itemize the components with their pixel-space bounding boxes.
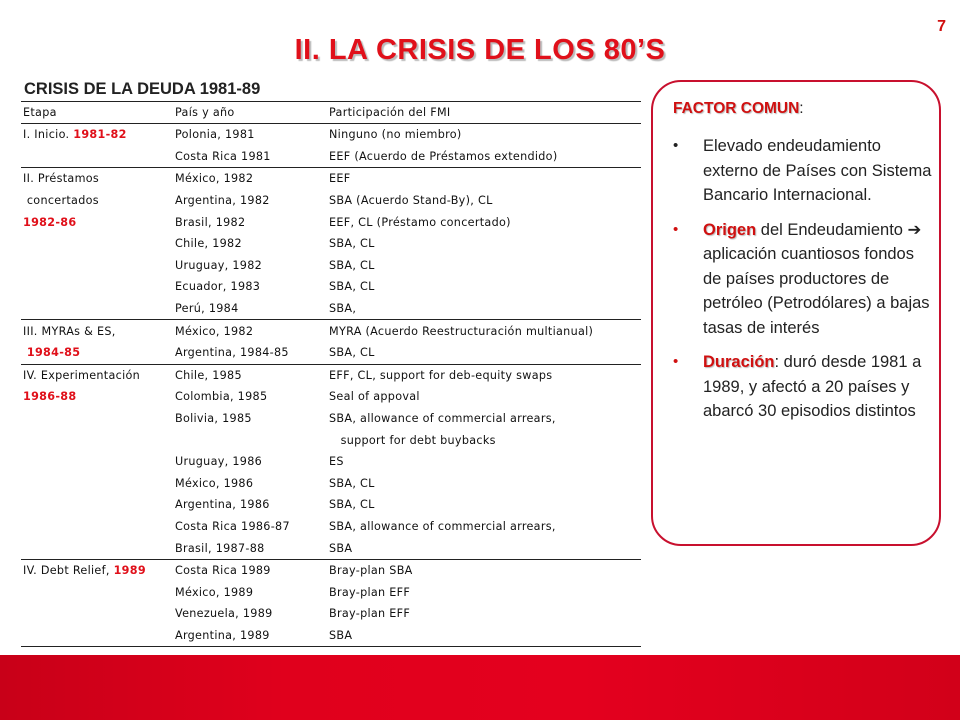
- cell-fmi: EEF: [327, 168, 641, 190]
- cell-pais: Argentina, 1982: [175, 194, 270, 208]
- table-row: [21, 168, 641, 190]
- cell-pais: Venezuela, 1989: [175, 607, 273, 621]
- cell-fmi: SBA, CL: [329, 237, 375, 251]
- etapa-years: 1989: [113, 564, 146, 578]
- cell-etapa: [21, 211, 173, 233]
- cell-fmi: SBA, CL: [329, 280, 375, 294]
- factor-bullet-1: [671, 134, 935, 208]
- column-header-etapa: Etapa: [21, 102, 173, 124]
- cell-pais: Polonia, 1981: [175, 128, 255, 142]
- cell-pais: Argentina, 1984-85: [175, 346, 289, 360]
- table-row: [21, 276, 641, 298]
- cell-fmi: SBA, CL: [329, 498, 375, 512]
- factor-bullet-2: [671, 218, 935, 341]
- cell-fmi: Ninguno (no miembro): [329, 128, 462, 142]
- cell-fmi: SBA: [329, 541, 353, 555]
- table-row: [21, 233, 641, 255]
- table-row: [21, 298, 641, 320]
- cell-fmi: EFF, CL, support for deb-equity swaps: [327, 364, 641, 386]
- table-row: [21, 625, 641, 647]
- slide-title: II. LA CRISIS DE LOS 80’S: [294, 34, 666, 66]
- table-body: [21, 124, 641, 647]
- table-row: [21, 559, 641, 581]
- cell-etapa: [21, 342, 173, 364]
- etapa-years: 1981-82: [73, 128, 127, 142]
- cell-etapa: [21, 429, 173, 451]
- cell-fmi: MYRA (Acuerdo Reestructuración multianual): [327, 320, 641, 342]
- table-row: [21, 124, 641, 146]
- cell-fmi: SBA, allowance of commercial arrears,: [329, 412, 556, 426]
- etapa-text: concertados: [23, 194, 99, 208]
- cell-fmi: Seal of appoval: [329, 390, 420, 404]
- cell-etapa: [21, 625, 173, 647]
- cell-fmi: ES: [329, 455, 344, 469]
- table-row: [21, 320, 641, 342]
- cell-fmi: Bray-plan EFF: [329, 607, 411, 621]
- table-row: [21, 190, 641, 212]
- bullet-dot-icon: •: [673, 220, 679, 238]
- cell-etapa: [21, 516, 173, 538]
- etapa-text: II. Préstamos: [23, 172, 100, 186]
- cell-etapa: [21, 581, 173, 603]
- table-heading: CRISIS DE LA DEUDA 1981-89: [24, 80, 261, 98]
- cell-etapa: [21, 473, 173, 495]
- cell-pais: Ecuador, 1983: [175, 280, 261, 294]
- bullet-dot-icon: •: [673, 137, 679, 154]
- column-header-fmi: Participación del FMI: [327, 102, 641, 124]
- cell-fmi: SBA, CL: [329, 258, 375, 272]
- bullet-dot-icon: •: [673, 353, 679, 370]
- cell-etapa: [21, 233, 173, 255]
- table-row: [21, 494, 641, 516]
- bullet-text: : duró desde 1981 a 1989, y afectó a 20 países y abarcó 30 episodios distintos: [703, 353, 922, 420]
- cell-pais: Colombia, 1985: [175, 390, 268, 404]
- cell-etapa: [21, 276, 173, 298]
- cell-etapa: [21, 255, 173, 277]
- cell-etapa: [21, 168, 173, 190]
- cell-pais: Perú, 1984: [175, 302, 239, 316]
- cell-etapa: [21, 298, 173, 320]
- cell-pais: México, 1986: [175, 476, 254, 490]
- cell-pais: Chile, 1985: [173, 364, 327, 386]
- bullet-text: Elevado endeudamiento externo de Países con Sistema Bancario Internacional.: [703, 137, 932, 204]
- cell-etapa: [21, 190, 173, 212]
- cell-fmi: EEF, CL (Préstamo concertado): [329, 215, 511, 229]
- table-row: [21, 386, 641, 408]
- bullet-keyword: Duración: [703, 353, 775, 371]
- cell-etapa: [21, 364, 173, 386]
- table-row: [21, 429, 641, 451]
- cell-etapa: [21, 494, 173, 516]
- cell-fmi: EEF (Acuerdo de Préstamos extendido): [329, 149, 558, 163]
- cell-fmi: support for debt buybacks: [329, 433, 496, 447]
- cell-fmi: SBA (Acuerdo Stand-By), CL: [329, 194, 493, 208]
- cell-etapa: [21, 320, 173, 342]
- cell-pais: Chile, 1982: [175, 237, 242, 251]
- table-row: [21, 408, 641, 430]
- etapa-text: III. MYRAs & ES,: [23, 324, 116, 338]
- cell-pais: México, 1982: [173, 320, 327, 342]
- factor-comun-box: [651, 80, 941, 546]
- cell-etapa: [21, 603, 173, 625]
- cell-fmi: SBA: [327, 625, 641, 647]
- table-row: [21, 211, 641, 233]
- cell-pais: Uruguay, 1982: [175, 258, 263, 272]
- cell-pais: Costa Rica 1981: [175, 149, 271, 163]
- cell-etapa: [21, 537, 173, 559]
- page-number: 7: [937, 18, 946, 35]
- cell-fmi: SBA, allowance of commercial arrears,: [329, 519, 556, 533]
- etapa-years: 1986-88: [23, 390, 77, 404]
- table-row: [21, 451, 641, 473]
- debt-crisis-table: [21, 101, 641, 647]
- cell-pais: Argentina, 1989: [173, 625, 327, 647]
- factor-bullet-list: [671, 134, 935, 434]
- cell-pais: México, 1982: [173, 168, 327, 190]
- cell-fmi: Bray-plan EFF: [329, 585, 411, 599]
- table-row: [21, 581, 641, 603]
- cell-pais: [173, 429, 327, 451]
- bullet-keyword: Origen: [703, 220, 757, 239]
- cell-fmi: SBA, CL: [329, 476, 375, 490]
- etapa-text: IV. Debt Relief,: [23, 564, 114, 578]
- cell-pais: Brasil, 1987-88: [175, 541, 265, 555]
- table-row: [21, 516, 641, 538]
- factor-comun-label: FACTOR COMUN: [673, 100, 800, 117]
- table-row: [21, 146, 641, 168]
- etapa-years: 1984-85: [26, 346, 81, 360]
- etapa-text: I. Inicio.: [23, 128, 74, 142]
- cell-etapa: [21, 386, 173, 408]
- cell-etapa: [21, 408, 173, 430]
- column-header-pais: País y año: [173, 102, 327, 124]
- cell-pais: Costa Rica 1986-87: [175, 519, 290, 533]
- cell-etapa: [21, 451, 173, 473]
- factor-comun-title: [673, 100, 804, 118]
- table-row: [21, 473, 641, 495]
- cell-pais: Uruguay, 1986: [175, 455, 263, 469]
- cell-pais: Brasil, 1982: [175, 215, 246, 229]
- cell-fmi: SBA,: [329, 302, 357, 316]
- cell-etapa: [21, 559, 173, 581]
- table-row: [21, 364, 641, 386]
- bullet-text: del Endeudamiento ➔ aplicación cuantiosos fondos de países productores de petróleo (Petrodólares) a bajas tasas de interés: [703, 220, 930, 337]
- cell-etapa: [21, 146, 173, 168]
- table-row: [21, 255, 641, 277]
- cell-pais: Argentina, 1986: [175, 498, 270, 512]
- footer-band: [0, 655, 960, 720]
- table-row: [21, 537, 641, 559]
- factor-bullet-3: [671, 350, 935, 424]
- table-row: [21, 603, 641, 625]
- etapa-years: 1982-86: [23, 215, 77, 229]
- table-header-row: [21, 102, 641, 124]
- table-row: [21, 342, 641, 364]
- factor-comun-colon: :: [799, 100, 804, 117]
- cell-fmi: Bray-plan SBA: [327, 559, 641, 581]
- etapa-text: IV. Experimentación: [23, 368, 141, 382]
- cell-fmi: SBA, CL: [329, 346, 375, 360]
- cell-etapa: [21, 124, 173, 146]
- cell-pais: Costa Rica 1989: [173, 559, 327, 581]
- cell-pais: México, 1989: [175, 585, 254, 599]
- cell-pais: Bolivia, 1985: [175, 412, 252, 426]
